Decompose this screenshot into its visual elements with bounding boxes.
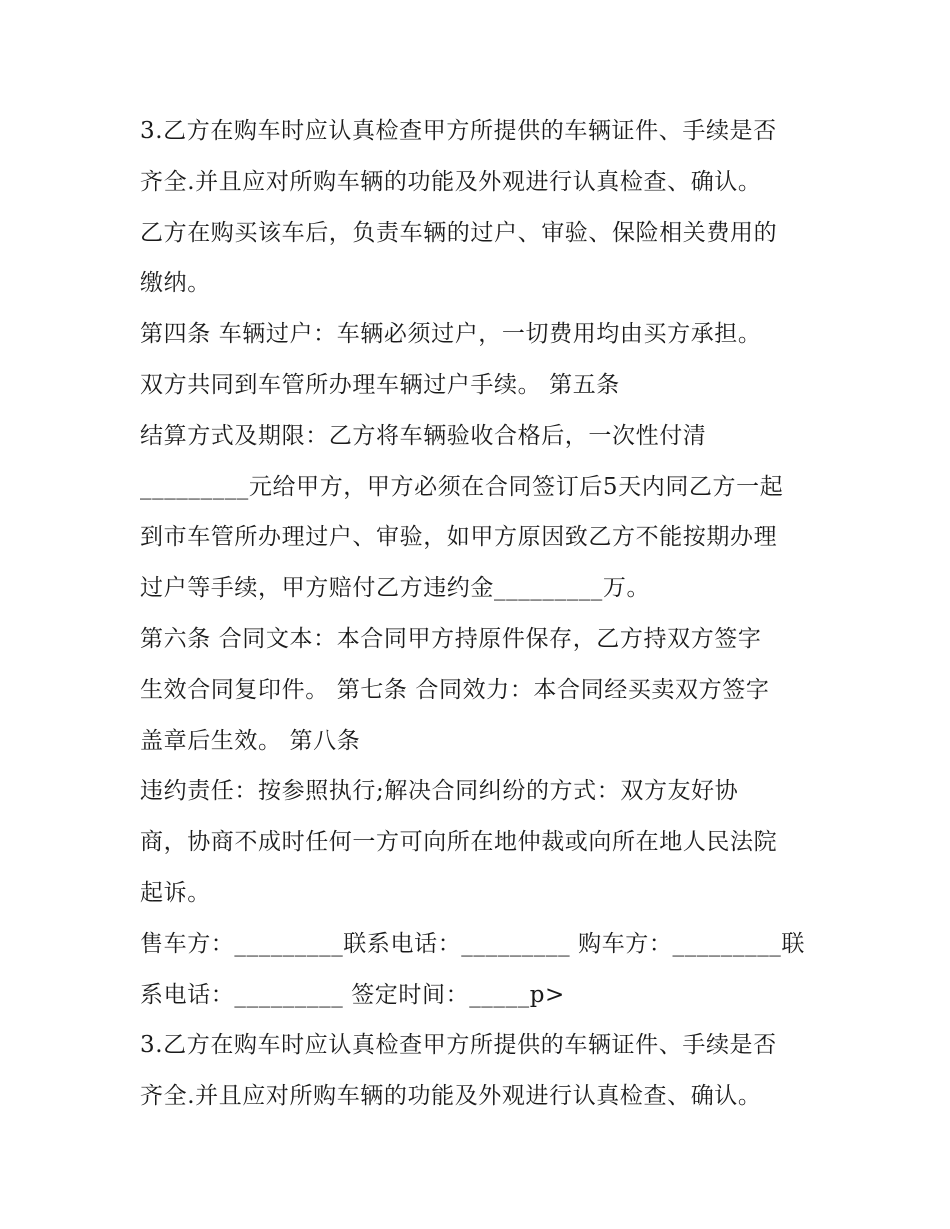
text-line: 售车方：_________联系电话：_________ 购车方：_________联 — [140, 930, 806, 957]
text-line: 缴纳。 — [140, 270, 211, 297]
document-body — [140, 106, 830, 1122]
text-line: 起诉。 — [140, 879, 211, 906]
text-line: 3.乙方在购车时应认真检查甲方所提供的车辆证件、手续是否 — [140, 1032, 777, 1059]
text-line: 第四条 车辆过户：车辆必须过户，一切费用均由买方承担。 — [140, 321, 762, 348]
text-line: 乙方在购买该车后，负责车辆的过户、审验、保险相关费用的 — [140, 219, 778, 246]
text-line: 第六条 合同文本：本合同甲方持原件保存，乙方持双方签字 — [140, 625, 762, 652]
text-line: 盖章后生效。 第八条 — [140, 727, 361, 754]
text-line: 齐全.并且应对所购车辆的功能及外观进行认真检查、确认。 — [140, 1083, 762, 1110]
text-line: 违约责任：按参照执行;解决合同纠纷的方式：双方友好协 — [140, 778, 739, 805]
text-line: 系电话：_________ 签定时间：_____p> — [140, 981, 565, 1008]
text-line: 双方共同到车管所办理车辆过户手续。 第五条 — [140, 371, 620, 398]
text-line: _________元给甲方，甲方必须在合同签订后5天内同乙方一起 — [140, 473, 784, 500]
text-line: 生效合同复印件。 第七条 合同效力：本合同经买卖双方签字 — [140, 676, 770, 703]
text-line: 商，协商不成时任何一方可向所在地仲裁或向所在地人民法院 — [140, 829, 778, 856]
text-line: 结算方式及期限：乙方将车辆验收合格后，一次性付清 — [140, 422, 707, 449]
text-line: 3.乙方在购车时应认真检查甲方所提供的车辆证件、手续是否 — [140, 118, 777, 144]
text-line: 到市车管所办理过户、审验，如甲方原因致乙方不能按期办理 — [140, 524, 778, 551]
text-line: 过户等手续，甲方赔付乙方违约金_________万。 — [140, 575, 651, 602]
text-line: 齐全.并且应对所购车辆的功能及外观进行认真检查、确认。 — [140, 168, 762, 195]
